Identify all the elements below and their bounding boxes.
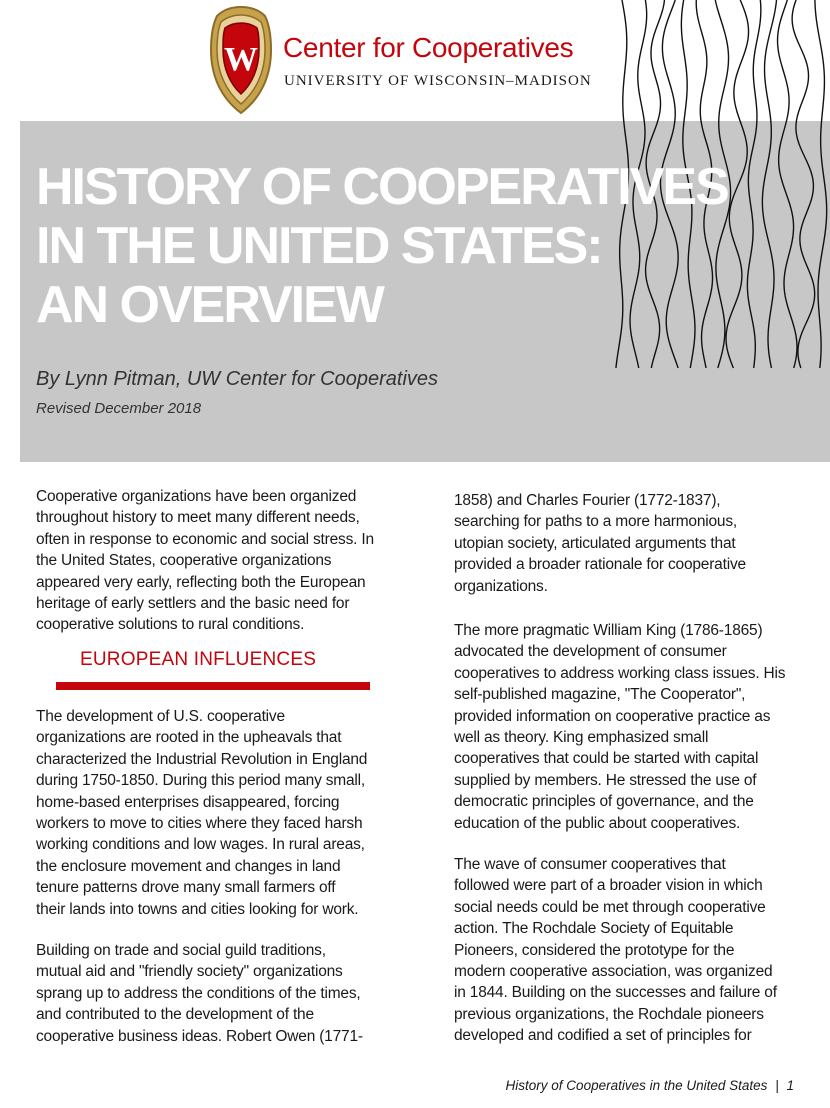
text-line: followed were part of a broader vision in which — [454, 877, 763, 895]
text-line: organizations. — [454, 577, 548, 595]
page-title — [36, 158, 728, 335]
running-title: History of Cooperatives in the United States — [505, 1078, 768, 1093]
text-line: organizations are rooted in the upheavals that — [36, 729, 342, 747]
text-line: cooperatives that could be started with capital — [454, 750, 759, 768]
org-subtitle: UNIVERSITY OF WISCONSIN–MADISON — [284, 73, 592, 89]
text-line: searching for paths to a more harmonious, — [454, 513, 738, 531]
text-line: the United States, cooperative organizations — [36, 552, 332, 570]
wave-line — [747, 0, 760, 368]
text-line: home-based enterprises disappeared, forcing — [36, 793, 340, 811]
title-line: AN OVERVIEW — [36, 276, 383, 334]
text-line: Cooperative organizations have been organized — [36, 488, 357, 505]
text-line: often in response to economic and social stress. In — [36, 530, 374, 548]
wave-line — [778, 0, 797, 368]
text-line: action. The Rochdale Society of Equitable — [454, 920, 734, 938]
text-line: cooperative business ideas. Robert Owen (1771- — [36, 1027, 363, 1045]
text-line: cooperatives to address working class issues. His — [454, 664, 786, 682]
page-footer — [506, 1078, 794, 1093]
text-line: mutual aid and "friendly society" organizations — [36, 963, 343, 981]
text-line: characterized the Industrial Revolution in England — [36, 750, 368, 768]
wave-line — [792, 0, 815, 368]
text-line: appeared very early, reflecting both the European — [36, 573, 366, 591]
text-line: previous organizations, the Rochdale pioneers — [454, 1005, 764, 1023]
text-line: during 1750-1850. During this period many small, — [36, 772, 366, 790]
wave-line — [726, 0, 749, 368]
title-line: HISTORY OF COOPERATIVES — [36, 158, 728, 216]
text-line: provided information on cooperative practice as — [454, 707, 771, 725]
section-heading: EUROPEAN INFLUENCES — [80, 649, 317, 670]
text-line: provided a broader rationale for cooperative — [454, 556, 746, 574]
text-line: developed and codified a set of principles for — [454, 1027, 752, 1045]
text-line: Pioneers, considered the prototype for the — [454, 941, 735, 959]
intro-paragraph — [36, 486, 374, 636]
crest-letter: W — [224, 41, 258, 78]
page-number: 1 — [786, 1078, 794, 1093]
text-line: tenure patterns drove many small farmers off — [36, 879, 336, 897]
text-line: heritage of early settlers and the basic need for — [36, 595, 350, 613]
text-line: supplied by members. He stressed the use of — [454, 771, 757, 789]
text-line: the enclosure movement and changes in land — [36, 857, 341, 875]
text-line: The wave of consumer cooperatives that — [454, 856, 726, 873]
footer-separator: | — [775, 1078, 779, 1093]
text-line: working conditions and low wages. In rural areas, — [36, 836, 365, 854]
body-paragraph — [454, 490, 746, 597]
text-line: education of the public about cooperatives. — [454, 814, 741, 832]
revision-date: Revised December 2018 — [36, 400, 202, 417]
body-paragraph — [36, 706, 367, 920]
text-line: cooperative solutions to rural conditions. — [36, 616, 305, 634]
uw-crest-logo — [207, 4, 275, 116]
text-line: self-published magazine, "The Cooperator", — [454, 686, 746, 704]
text-line: Building on trade and social guild traditions, — [36, 942, 326, 959]
text-line: sprang up to address the conditions of the times, — [36, 984, 361, 1002]
text-line: their lands into towns and cities looking for work. — [36, 900, 359, 918]
body-paragraph — [36, 940, 363, 1047]
text-line: The more pragmatic William King (1786-1865) — [454, 622, 763, 639]
wave-line — [762, 0, 776, 368]
text-line: workers to move to cities where they faced harsh — [36, 815, 363, 833]
text-line: in 1844. Building on the successes and failure of — [454, 984, 777, 1002]
text-line: democratic principles of governance, and the — [454, 793, 754, 811]
text-line: modern cooperative association, was organized — [454, 963, 773, 981]
wave-line — [815, 0, 827, 368]
body-paragraph — [454, 854, 777, 1047]
text-line: advocated the development of consumer — [454, 643, 727, 661]
text-line: and contributed to the development of the — [36, 1006, 314, 1024]
text-line: well as theory. King emphasized small — [454, 729, 709, 747]
text-line: utopian society, articulated arguments that — [454, 534, 736, 552]
org-name: Center for Cooperatives — [283, 32, 574, 63]
body-paragraph — [454, 620, 785, 834]
title-line: IN THE UNITED STATES: — [36, 217, 602, 275]
text-line: 1858) and Charles Fourier (1772-1837), — [454, 492, 721, 509]
section-heading-underline — [56, 682, 370, 690]
author-byline: By Lynn Pitman, UW Center for Cooperatives — [36, 368, 439, 390]
text-line: social needs could be met through cooperative — [454, 898, 766, 916]
text-line: throughout history to meet many different needs, — [36, 509, 360, 527]
text-line: The development of U.S. cooperative — [36, 708, 285, 725]
